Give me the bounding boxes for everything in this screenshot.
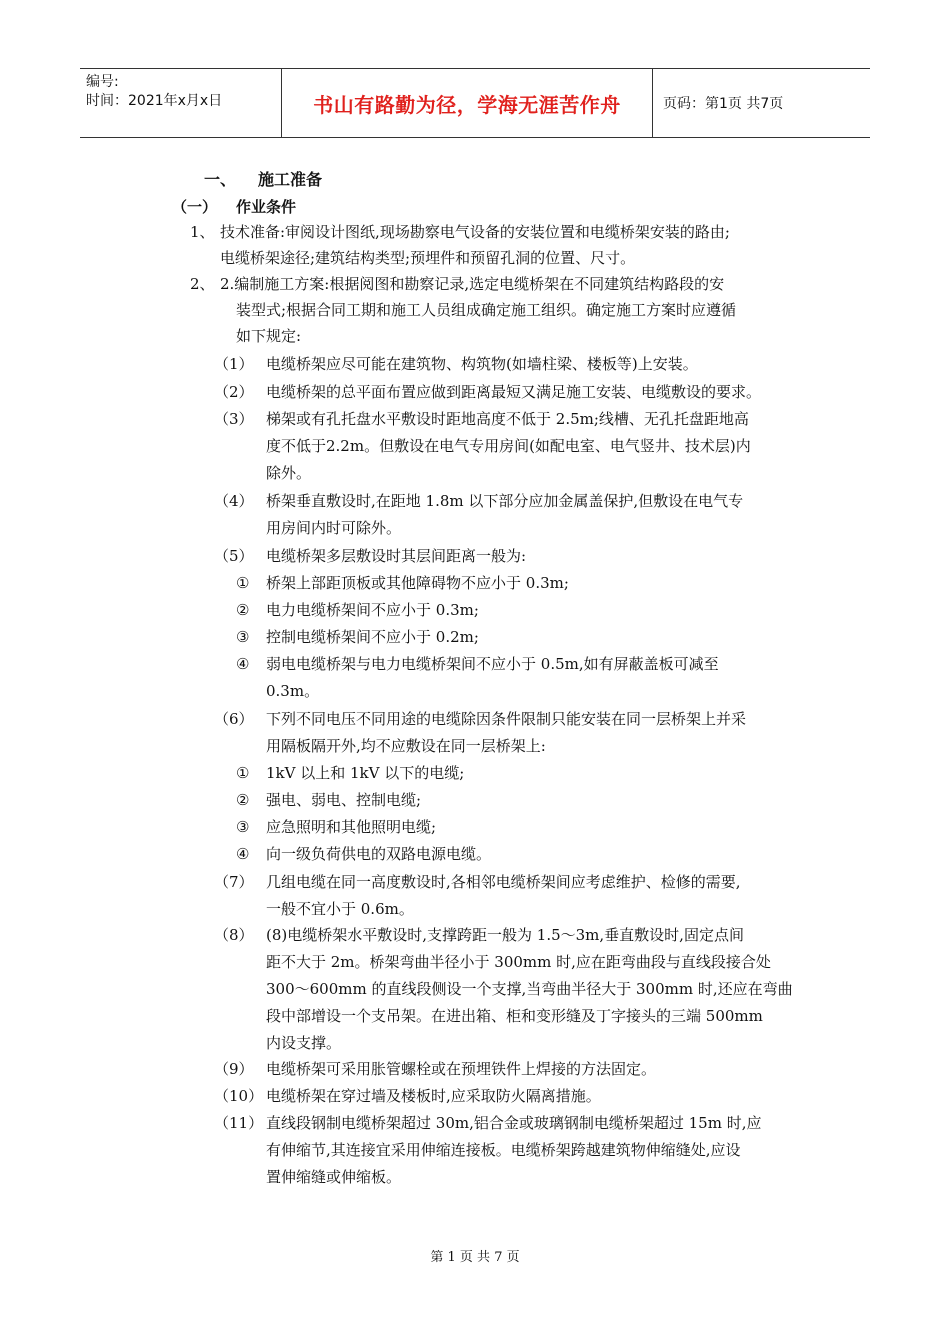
rule-line: 除外。 — [266, 464, 312, 482]
rule-number: （9） — [214, 1060, 254, 1078]
item-number: 1、 — [190, 223, 215, 241]
rule-number: （6） — [214, 710, 254, 728]
rule-number: （8） — [214, 926, 254, 944]
rule-line: 置伸缩缝或伸缩板。 — [266, 1168, 402, 1186]
rule-line: 电缆桥架应尽可能在建筑物、构筑物(如墙柱梁、楼板等)上安装。 — [266, 355, 698, 373]
rule-line: 一般不宜小于 0.6m。 — [266, 900, 414, 918]
header-meta — [80, 69, 282, 137]
rule-number: （10） — [214, 1087, 264, 1105]
sub-rule-marker: ② — [236, 791, 250, 809]
item-number: 2、 — [190, 275, 215, 293]
rule-number: （7） — [214, 873, 254, 891]
sub-rule-marker: ② — [236, 601, 250, 619]
sub-rule-marker: ③ — [236, 628, 250, 646]
paragraph-line: 技术准备:审阅设计图纸,现场勘察电气设备的安装位置和电缆桥架安装的路由; — [220, 223, 730, 241]
sub-rule-marker: ④ — [236, 655, 250, 673]
rule-number: （4） — [214, 492, 254, 510]
rule-number: （5） — [214, 547, 254, 565]
sub-rule-line: 向一级负荷供电的双路电源电缆。 — [266, 845, 492, 863]
sub-rule-marker: ④ — [236, 845, 250, 863]
rule-line: 有伸缩节,其连接宜采用伸缩连接板。电缆桥架跨越建筑物伸缩缝处,应设 — [266, 1141, 741, 1159]
doc-number-label: 编号: — [86, 74, 119, 90]
page-header — [80, 68, 870, 138]
rule-number: （2） — [214, 383, 254, 401]
rule-line: 用隔板隔开外,均不应敷设在同一层桥架上: — [266, 737, 546, 755]
rule-line: (8)电缆桥架水平敷设时,支撑跨距一般为 1.5～3m,垂直敷设时,固定点间 — [266, 926, 744, 944]
sub-rule-line: 控制电缆桥架间不应小于 0.2m; — [266, 628, 479, 646]
paragraph-line: 装型式;根据合同工期和施工人员组成确定施工组织。确定施工方案时应遵循 — [236, 301, 737, 319]
sub-rule-line: 0.3m。 — [266, 682, 320, 700]
rule-line: 段中部增设一个支吊架。在进出箱、柜和变形缝及丁字接头的三端 500mm — [266, 1007, 763, 1025]
rule-line: 电缆桥架在穿过墙及楼板时,应采取防火隔离措施。 — [266, 1087, 601, 1105]
rule-number: （11） — [214, 1114, 264, 1132]
sub-rule-line: 弱电电缆桥架与电力电缆桥架间不应小于 0.5m,如有屏蔽盖板可减至 — [266, 655, 719, 673]
subsection-number: （一） — [172, 198, 218, 216]
rule-number: （1） — [214, 355, 254, 373]
sub-rule-line: 1kV 以上和 1kV 以下的电缆; — [266, 764, 465, 782]
sub-rule-line: 桥架上部距顶板或其他障碍物不应小于 0.3m; — [266, 574, 569, 592]
paragraph-line: 如下规定: — [236, 327, 302, 345]
sub-rule-marker: ① — [236, 574, 250, 592]
rule-line: 电缆桥架多层敷设时其层间距离一般为: — [266, 547, 527, 565]
rule-line: 用房间内时可除外。 — [266, 519, 402, 537]
header-page-info: 页码：第1页 共7页 — [663, 96, 784, 112]
paragraph-line: 电缆桥架途径;建筑结构类型;预埋件和预留孔洞的位置、尺寸。 — [220, 249, 636, 267]
page-footer: 第 1 页 共 7 页 — [430, 1250, 520, 1265]
rule-line: 度不低于2.2m。但敷设在电气专用房间(如配电室、电气竖井、技术层)内 — [266, 437, 751, 455]
rule-line: 距不大于 2m。桥架弯曲半径小于 300mm 时,应在距弯曲段与直线段接合处 — [266, 953, 771, 971]
rule-line: 梯架或有孔托盘水平敷设时距地高度不低于 2.5m;线槽、无孔托盘距地高 — [266, 410, 749, 428]
rule-line: 300～600mm 的直线段侧设一个支撑,当弯曲半径大于 300mm 时,还应在弯曲 — [266, 980, 793, 998]
rule-number: （3） — [214, 410, 254, 428]
rule-line: 直线段钢制电缆桥架超过 30m,铝合金或玻璃钢制电缆桥架超过 15m 时,应 — [266, 1114, 762, 1132]
sub-rule-marker: ① — [236, 764, 250, 782]
sub-rule-line: 强电、弱电、控制电缆; — [266, 791, 422, 809]
rule-line: 电缆桥架可采用胀管螺栓或在预埋铁件上焊接的方法固定。 — [266, 1060, 657, 1078]
rule-line: 电缆桥架的总平面布置应做到距离最短又满足施工安装、电缆敷设的要求。 — [266, 383, 762, 401]
rule-line: 内设支撑。 — [266, 1034, 342, 1052]
doc-time-label: 时间：2021年x月x日 — [86, 93, 223, 109]
rule-line: 下列不同电压不同用途的电缆除因条件限制只能安装在同一层桥架上并采 — [266, 710, 747, 728]
sub-rule-marker: ③ — [236, 818, 250, 836]
sub-rule-line: 应急照明和其他照明电缆; — [266, 818, 437, 836]
sub-rule-line: 电力电缆桥架间不应小于 0.3m; — [266, 601, 479, 619]
rule-line: 几组电缆在同一高度敷设时,各相邻电缆桥架间应考虑维护、检修的需要, — [266, 873, 741, 891]
rule-line: 桥架垂直敷设时,在距地 1.8m 以下部分应加金属盖保护,但敷设在电气专 — [266, 492, 744, 510]
paragraph-line: 2.编制施工方案:根据阅图和勘察记录,选定电缆桥架在不同建筑结构路段的安 — [220, 275, 725, 293]
subsection-title: 作业条件 — [236, 198, 297, 216]
section-number: 一、 — [204, 170, 237, 189]
section-title: 施工准备 — [258, 170, 323, 189]
header-motto: 书山有路勤为径，学海无涯苦作舟 — [282, 69, 653, 137]
